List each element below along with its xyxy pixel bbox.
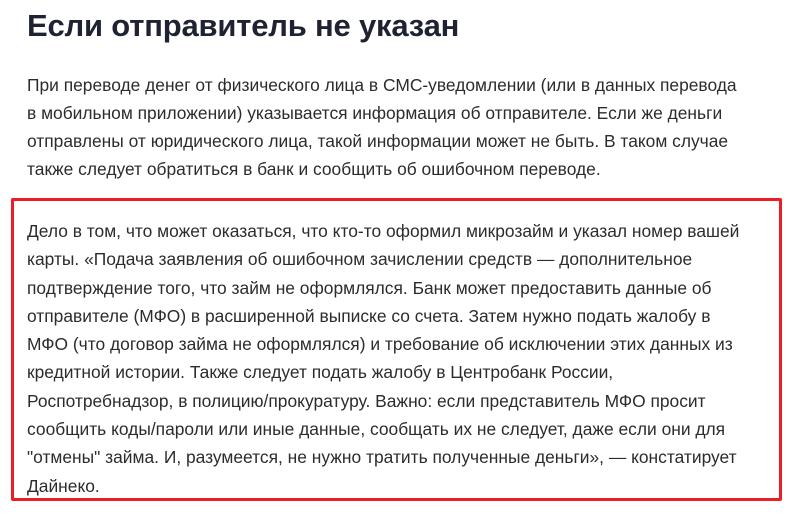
lead-line: также следует обратиться в банк и сообщить об ошибочном переводе. (27, 159, 601, 179)
quote-line: "отмены" займа. И, разумеется, не нужно тратить полученные деньги», — констатирует (27, 447, 737, 468)
quote-line: Дайнеко. (27, 475, 100, 496)
quote-line: кредитной истории. Также следует подать жалобу в Центробанк России, (27, 362, 614, 383)
quote-line: Дело в том, что может оказаться, что кто-то оформил микрозайм и указал номер вашей (27, 221, 740, 241)
highlighted-quote-box (11, 198, 782, 501)
quote-line: МФО (что договор займа не оформлялся) и требование об исключении этих данных из (27, 334, 733, 355)
quote-line: Роспотребнадзор, в полицию/прокуратуру. Важно: если представитель МФО просит (27, 390, 706, 411)
section-heading: Если отправитель не указан (27, 8, 460, 43)
quote-paragraph (27, 217, 785, 500)
lead-line: При переводе денег от физического лица в СМС-уведомлении (или в данных перевода (27, 75, 737, 95)
quote-line: подтверждение того, что займ не оформлялся. Банк может предоставить данные об (27, 277, 712, 298)
lead-line: в мобильном приложении) указывается информация об отправителе. Если же деньги (27, 103, 723, 123)
quote-line: сообщить коды/пароли или иные данные, сообщать их не следует, даже если они для (27, 419, 726, 440)
quote-line: карты. «Подача заявления об ошибочном зачислении средств — дополнительное (27, 249, 693, 270)
lead-paragraph (27, 71, 787, 183)
quote-line: отправителе (МФО) в расширенной выписке со счета. Затем нужно подать жалобу в (27, 305, 711, 326)
lead-line: отправлены от юридического лица, такой информации может не быть. В таком случае (27, 131, 729, 151)
